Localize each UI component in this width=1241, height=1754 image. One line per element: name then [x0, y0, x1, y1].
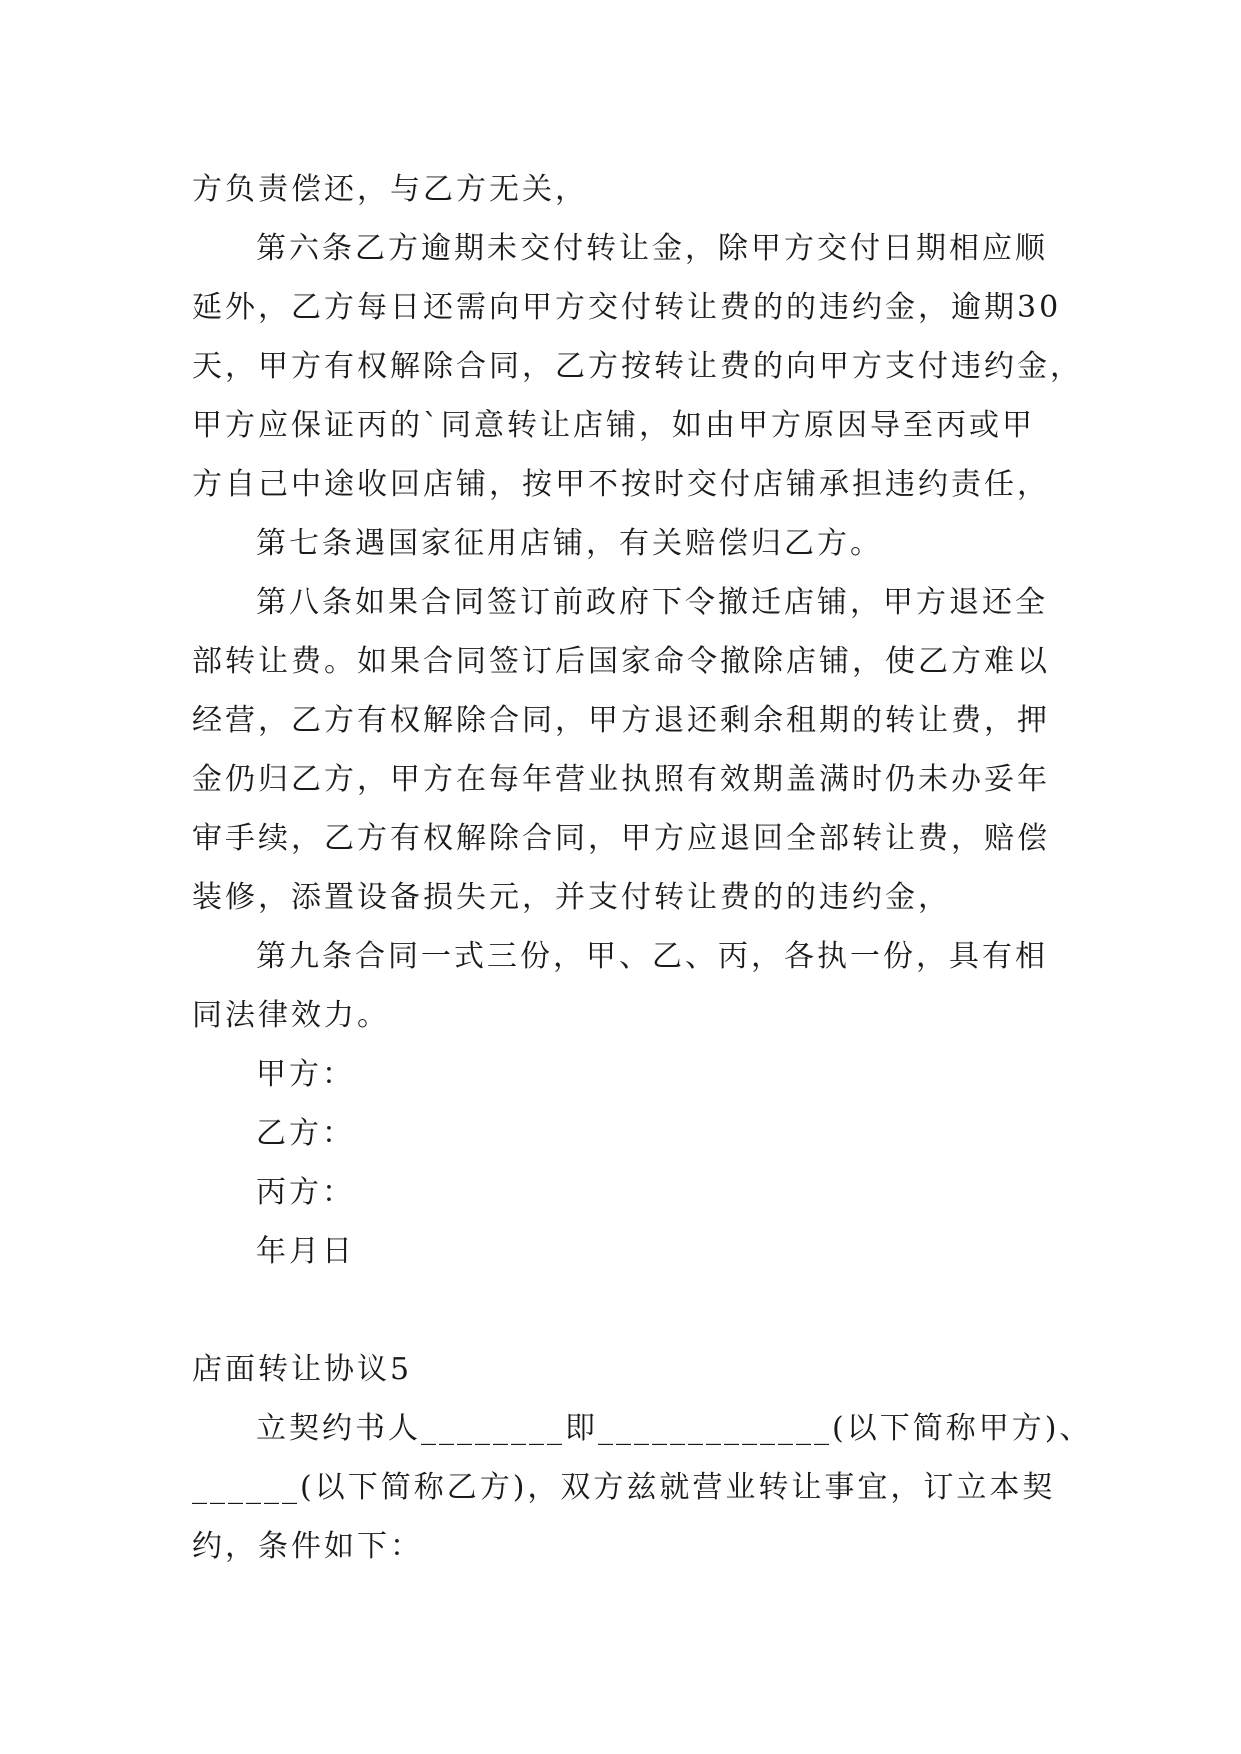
document-body — [192, 160, 1093, 1576]
text-line: 甲方应保证丙的`同意转让店铺，如由甲方原因导至丙或甲 — [192, 408, 1035, 443]
text-line: 经营，乙方有权解除合同，甲方退还剩余租期的转让费，押 — [192, 703, 1050, 738]
signature-party-c: 丙方： — [256, 1175, 355, 1210]
signature-date: 年月日 — [256, 1234, 355, 1269]
article-seven-line: 第七条遇国家征用店铺，有关赔偿归乙方。 — [256, 526, 883, 561]
article-six-line: 第六条乙方逾期未交付转让金，除甲方交付日期相应顺 — [256, 231, 1048, 266]
text-line: 部转让费。如果合同签订后国家命令撤除店铺，使乙方难以 — [192, 644, 1050, 679]
text-line: 装修，添置设备损失元，并支付转让费的的违约金， — [192, 880, 951, 915]
section-title: 店面转让协议5 — [192, 1352, 413, 1387]
text-line: 延外，乙方每日还需向甲方交付转让费的的违约金，逾期30 — [192, 290, 1062, 325]
text-line: 天，甲方有权解除合同，乙方按转让费的向甲方支付违约金， — [192, 349, 1083, 384]
signature-party-b: 乙方： — [256, 1116, 355, 1151]
text-line: 同法律效力。 — [192, 998, 390, 1033]
article-eight-line: 第八条如果合同签订前政府下令撤迁店铺，甲方退还全 — [256, 585, 1048, 620]
article-nine-line: 第九条合同一式三份，甲、乙、丙，各执一份，具有相 — [256, 939, 1048, 974]
text-line: 方自己中途收回店铺，按甲不按时交付店铺承担违约责任， — [192, 467, 1050, 502]
text-line: 金仍归乙方，甲方在每年营业执照有效期盖满时仍未办妥年 — [192, 762, 1050, 797]
signature-party-a: 甲方： — [256, 1057, 355, 1092]
text-line: 审手续，乙方有权解除合同，甲方应退回全部转让费，赔偿 — [192, 821, 1050, 856]
spacer — [192, 1281, 1052, 1340]
text-line: 方负责偿还，与乙方无关， — [192, 172, 588, 207]
intro-line: 约，条件如下： — [192, 1529, 423, 1564]
intro-line: 立契约书人________即_____________(以下简称甲方)、 — [256, 1411, 1093, 1446]
intro-line: ______(以下简称乙方)，双方兹就营业转让事宜，订立本契 — [192, 1470, 1056, 1505]
